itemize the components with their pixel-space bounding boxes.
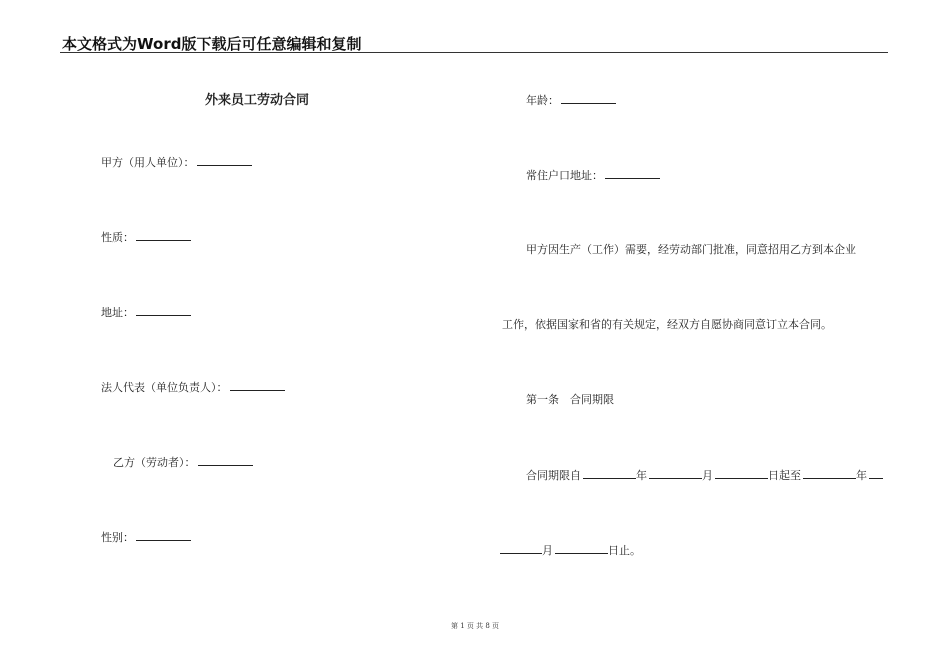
start-day-blank: [715, 468, 768, 479]
term-prefix: 合同期限自: [526, 469, 581, 482]
nature-blank: [136, 230, 191, 241]
nature-label: 性质：: [101, 231, 134, 244]
term-end-label: 日止。: [608, 544, 641, 557]
age-field: [526, 93, 616, 108]
address-blank: [136, 305, 191, 316]
address-field: [101, 305, 191, 320]
term-year2-label: 年: [856, 469, 867, 482]
party-a-blank: [197, 155, 252, 166]
age-blank: [561, 93, 616, 104]
term-month-label: 月: [702, 469, 713, 482]
party-a-field: [101, 155, 252, 170]
residence-blank: [605, 168, 660, 179]
legal-rep-field: [101, 380, 285, 395]
party-b-blank: [198, 455, 253, 466]
intro-line-2: 工作，依据国家和省的有关规定，经双方自愿协商同意订立本合同。: [502, 318, 832, 331]
contract-term-line-1: [526, 468, 883, 483]
end-month-blank-part1: [869, 468, 883, 479]
contract-term-line-2: [500, 543, 641, 558]
party-a-label: 甲方（用人单位）：: [101, 156, 195, 169]
document-title: 外来员工劳动合同: [205, 93, 310, 108]
end-day-blank: [555, 543, 608, 554]
gender-field: [101, 530, 191, 545]
end-month-blank-part2: [500, 543, 542, 554]
document-header: 本文格式为Word版下载后可任意编辑和复制: [62, 35, 362, 53]
end-year-blank: [803, 468, 856, 479]
legal-rep-label: 法人代表（单位负责人）：: [101, 381, 228, 394]
article-1-title: 第一条 合同期限: [526, 393, 614, 406]
term-day-from-label: 日起至: [768, 469, 801, 482]
gender-label: 性别：: [101, 531, 134, 544]
start-year-blank: [583, 468, 636, 479]
header-divider: [60, 52, 888, 53]
age-label: 年龄：: [526, 94, 559, 107]
gender-blank: [136, 530, 191, 541]
party-b-field: [113, 455, 253, 470]
address-label: 地址：: [101, 306, 134, 319]
nature-field: [101, 230, 191, 245]
intro-line-1: 甲方因生产（工作）需要，经劳动部门批准，同意招用乙方到本企业: [526, 243, 856, 256]
legal-rep-blank: [230, 380, 285, 391]
residence-field: [526, 168, 660, 183]
page-number: 第 1 页 共 8 页: [450, 622, 500, 630]
party-b-label: 乙方（劳动者）：: [113, 456, 196, 469]
term-year-label: 年: [636, 469, 647, 482]
start-month-blank: [649, 468, 702, 479]
residence-label: 常住户口地址：: [526, 169, 603, 182]
term-month2-label: 月: [542, 544, 553, 557]
